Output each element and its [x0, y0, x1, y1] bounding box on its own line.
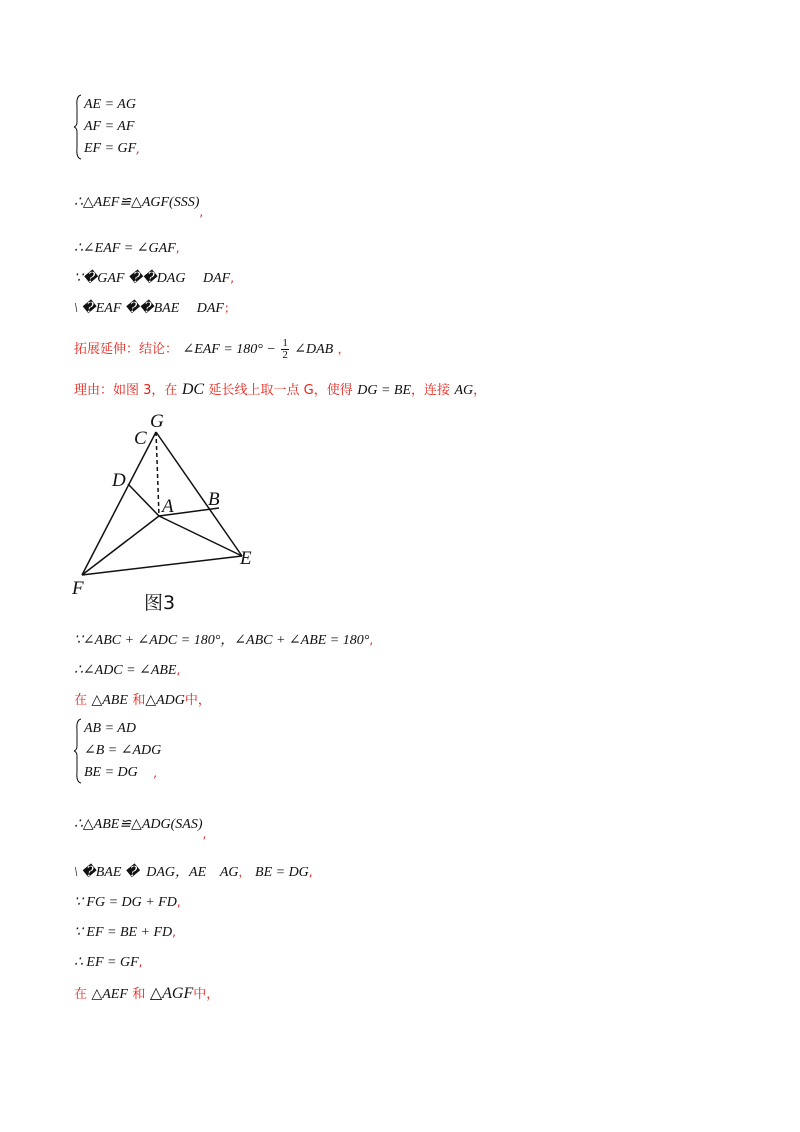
- equation-system-1: [74, 94, 141, 160]
- last-math-2: △AGF: [149, 985, 194, 1002]
- last-part-2: 和: [132, 987, 146, 1002]
- adc-abe-text: ∴∠ADC = ∠ABE: [74, 663, 177, 678]
- in-tri-part-2: 和: [132, 693, 146, 708]
- reason-part-1: 理由：如图 3，在: [74, 383, 178, 398]
- angle-eq-tail: ,: [175, 241, 180, 255]
- system1-tail: ,: [136, 142, 141, 156]
- line-because-180: [74, 630, 373, 651]
- in-tri-math-2: △ADG: [145, 693, 185, 708]
- ef1-text: ∵ EF = BE + FD: [74, 925, 173, 940]
- reason-math-1: DC: [181, 381, 205, 398]
- system2-row-3: BE = DG: [84, 765, 138, 780]
- therefore-eaf-text: \ �EAF ��BAE DAF: [74, 301, 224, 316]
- last-part-3: 中，: [193, 987, 220, 1002]
- system2-row-1: AB = AD: [84, 721, 136, 736]
- ef1-tail: ,: [172, 925, 176, 939]
- dashed-line-g-a: [156, 432, 159, 516]
- line-angle-eq: [74, 238, 180, 259]
- line-sas: [74, 814, 207, 841]
- in-tri-part-1: 在: [74, 693, 88, 708]
- extension-formula-left: ∠EAF = 180° −: [182, 342, 276, 357]
- sss-text: ∴△AEF≌△AGF(SSS): [74, 195, 200, 210]
- fraction-denominator: 2: [282, 348, 288, 361]
- bae-text-2: BE = DG: [255, 865, 309, 880]
- line-a-e: [159, 516, 242, 556]
- bae-text: \ �BAE � DAG，AE AG: [74, 865, 239, 880]
- line-reason: [74, 380, 486, 401]
- line-sss: [74, 192, 204, 219]
- because-180-tail: ,: [369, 633, 374, 647]
- label-f: F: [72, 578, 84, 599]
- left-brace-icon: [74, 94, 82, 160]
- fg-text: ∵ FG = DG + FD: [74, 895, 177, 910]
- adc-abe-tail: ,: [176, 663, 181, 677]
- reason-math-3: AG: [454, 383, 474, 398]
- sas-tail: ,: [202, 827, 207, 841]
- line-g-f: [82, 432, 156, 575]
- because-gaf-tail: ,: [230, 271, 235, 285]
- figure-caption: 图3: [144, 592, 176, 614]
- ef2-text: ∴ EF = GF: [74, 955, 139, 970]
- sas-text: ∴△ABE≌△ADG(SAS): [74, 817, 203, 832]
- line-ef-2: [74, 952, 142, 973]
- extension-label: 拓展延伸：结论：: [74, 342, 179, 357]
- extension-tail: ，: [337, 342, 350, 356]
- line-because-gaf: [74, 268, 234, 289]
- label-a: A: [162, 496, 174, 517]
- line-g-e: [156, 432, 242, 556]
- reason-part-4: ，: [473, 383, 487, 398]
- line-fg: [74, 892, 181, 913]
- system2-tail: ,: [153, 766, 158, 780]
- angle-eq-text: ∴∠EAF = ∠GAF: [74, 241, 176, 256]
- ef2-tail: ,: [138, 955, 143, 969]
- line-f-e: [82, 556, 242, 575]
- system1-row-3-wrap: [84, 138, 140, 160]
- line-therefore-eaf: [74, 298, 236, 319]
- because-gaf-text: ∵�GAF ��DAG DAF: [74, 271, 231, 286]
- equation-system-2: [74, 718, 162, 784]
- sss-tail: ,: [199, 205, 204, 219]
- reason-part-2: 延长线上取一点 G，使得: [208, 383, 353, 398]
- line-bae: [74, 862, 313, 883]
- line-a-f: [82, 516, 159, 575]
- line-extension: [74, 336, 350, 363]
- extension-fraction: [281, 338, 289, 361]
- line-ef-1: [74, 922, 176, 943]
- system2-row-3-wrap: [84, 762, 161, 784]
- system2-row-2: ∠B = ∠ADG: [84, 743, 162, 758]
- line-last: [74, 984, 219, 1005]
- line-adc-abe: [74, 660, 180, 681]
- because-180-text: ∵∠ABC + ∠ADC = 180°，∠ABC + ∠ABE = 180°: [74, 633, 370, 648]
- label-e: E: [240, 548, 252, 569]
- label-g: G: [150, 412, 164, 432]
- line-in-triangles: [74, 690, 211, 711]
- fg-tail: ,: [176, 895, 181, 909]
- reason-part-3: ，连接: [411, 383, 451, 398]
- label-b: B: [208, 489, 220, 510]
- in-tri-part-3: 中，: [184, 693, 211, 708]
- system1-row-2: AF = AF: [84, 119, 135, 134]
- bae-tail: ,: [308, 865, 313, 879]
- last-part-1: 在: [74, 987, 88, 1002]
- therefore-eaf-tail: ；: [223, 301, 236, 315]
- line-d-a: [128, 484, 159, 516]
- reason-math-2: DG = BE: [357, 383, 411, 398]
- extension-formula-right: ∠DAB: [294, 342, 334, 357]
- geometry-figure-3: [72, 412, 292, 612]
- system1-row-3: EF = GF: [84, 141, 137, 156]
- label-d: D: [112, 470, 126, 491]
- last-math-1: △AEF: [91, 987, 128, 1002]
- system1-row-1: AE = AG: [84, 97, 136, 112]
- in-tri-math-1: △ABE: [91, 693, 128, 708]
- bae-mid: ，: [238, 865, 251, 879]
- left-brace-icon: [74, 718, 82, 784]
- fraction-numerator: 1: [282, 336, 288, 349]
- label-c: C: [134, 428, 147, 449]
